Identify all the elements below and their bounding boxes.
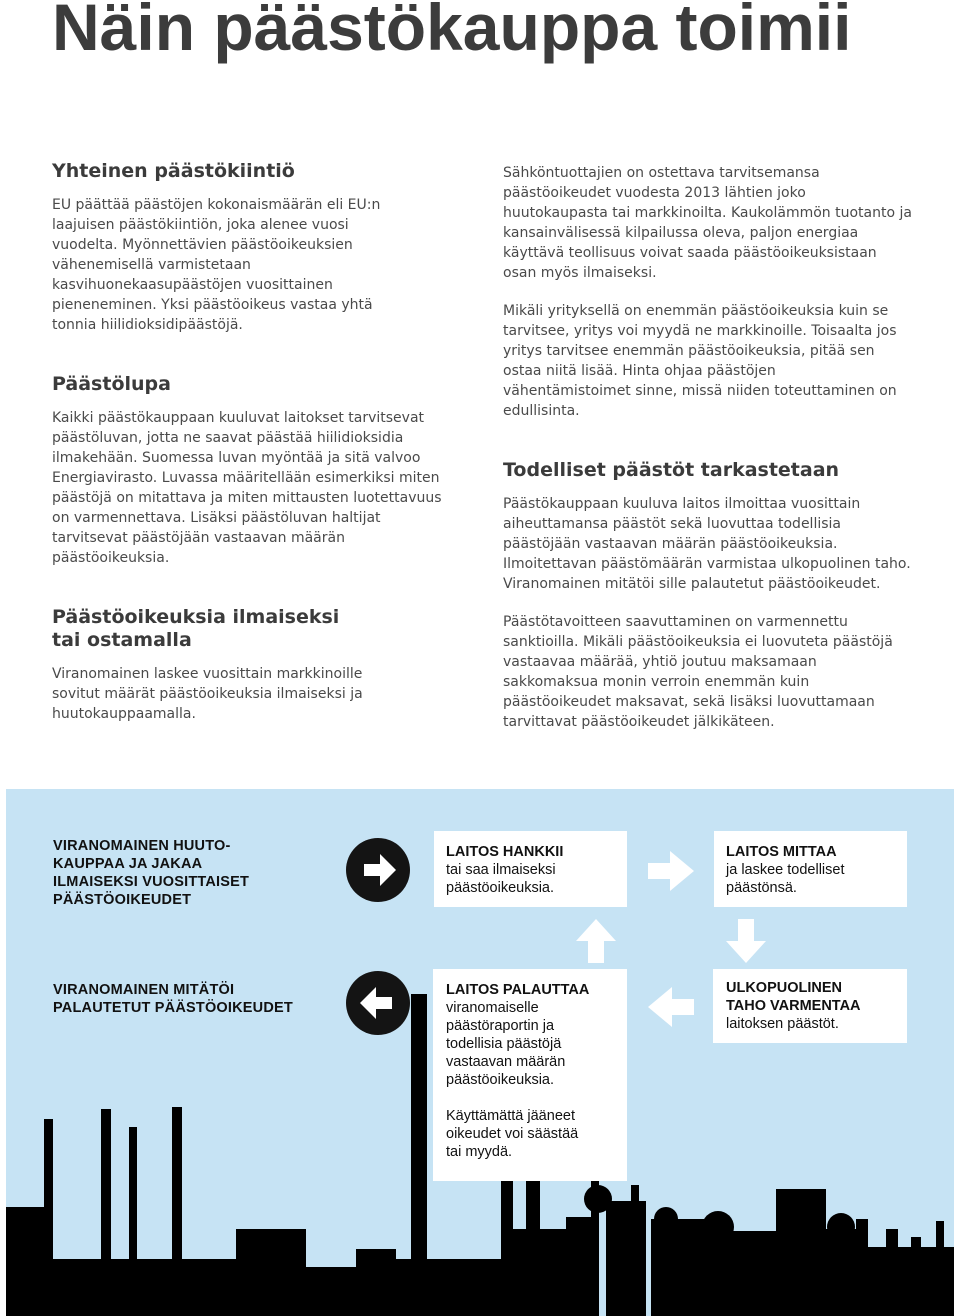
- section-text-quota: EU päättää päästöjen kokonaismäärän eli EU:n laajuisen päästökiintiön, joka alenee vuosi vuodelta. Myönnettävien päästöoikeuksien vähenemisellä varmistetaan kasvihuonekaasupäästöjen vuosittainen pieneneminen. Yksi päästöoikeus vastaa yhtä tonnia hiilidioksidipäästöjä.: [52, 197, 381, 333]
- step-return-box: [433, 969, 627, 1181]
- up-arrow-icon: [574, 917, 618, 965]
- step-verify-text: laitoksen päästöt.: [726, 1016, 839, 1032]
- left-arrow-icon: [646, 985, 696, 1029]
- paragraph-trading: Mikäli yrityksellä on enemmän päästöoikeuksia kuin se tarvitsee, yritys voi myydä ne markkinoille. Toisaalta jos yritys tarvitsee enemmän päästöoikeuksia, pitää sen ostaa niitä lisää. Hinta ohjaa päästöjen vähentämistoimet sinne, missä niiden toteuttaminen on edullisinta.: [503, 303, 897, 419]
- section-heading-quota: Yhteinen päästökiintiö: [52, 160, 295, 182]
- page-title: Näin päästökauppa toimii: [52, 0, 852, 64]
- left-arrow-icon: [346, 971, 410, 1035]
- step-acquire-box: [434, 831, 627, 907]
- step-verify-title: ULKOPUOLINEN TAHO VARMENTAA: [726, 980, 861, 1014]
- paragraph-electricity: Sähköntuottajien on ostettava tarvitsemansa päästöoikeudet vuodesta 2013 lähtien joko huutokaupasta tai markkinoilta. Kaukolämmön tuotanto ja kansainvälisessä kilpailussa oleva, paljon energiaa käyttävä teollisuus voivat saada päästöoikeuksistaan osan myös ilmaiseksi.: [503, 165, 912, 281]
- step-return-text: viranomaiselle päästöraportin ja todellisia päästöjä vastaavan määrän päästöoikeuksia.: [446, 1000, 566, 1088]
- step-measure-title: LAITOS MITTAA: [726, 844, 837, 860]
- section-text-permit: Kaikki päästökauppaan kuuluvat laitokset tarvitsevat päästöluvan, jotta ne saavat päästää hiilidioksidia ilmakehään. Suomessa luvan myöntää ja sitä valvoo Energiavirasto. Luvassa määritellään esimerkiksi miten päästöjä on mitattava ja miten mittausten luotettavuus on varmennettava. Lisäksi päästöluvan haltijat tarvitsevat päästöjään vastaavan määrän päästöoikeuksia.: [52, 410, 442, 566]
- down-arrow-icon: [724, 917, 768, 965]
- step-auction-label: VIRANOMAINEN HUUTO- KAUPPAA JA JAKAA ILMAISEKSI VUOSITTAISET PÄÄSTÖOIKEUDET: [53, 838, 250, 908]
- paragraph-reporting: Päästökauppaan kuuluva laitos ilmoittaa vuosittain aiheuttamansa päästöt sekä luovuttaa todellisia päästöjään vastaavan määrän päästöoikeuksia. Ilmoitettavan päästömäärän varmistaa ulkopuolinen taho. Viranomainen mitätöi sille palautetut päästöoikeudet.: [503, 496, 911, 592]
- section-heading-permit: Päästölupa: [52, 373, 171, 395]
- step-cancel-label: VIRANOMAINEN MITÄTÖI PALAUTETUT PÄÄSTÖOIKEUDET: [53, 982, 293, 1016]
- section-heading-verification: Todelliset päästöt tarkastetaan: [503, 459, 840, 481]
- section-heading-allowances: Päästöoikeuksia ilmaiseksi tai ostamalla: [52, 606, 340, 651]
- step-measure-text: ja laskee todelliset päästönsä.: [726, 862, 845, 896]
- section-text-allowances: Viranomainen laskee vuosittain markkinoille sovitut määrät päästöoikeuksia ilmaiseksi ja huutokauppaamalla.: [52, 666, 363, 722]
- paragraph-sanctions: Päästötavoitteen saavuttaminen on varmennettu sanktioilla. Mikäli päästöoikeuksia ei luovuteta päästöjä vastaavaa määrää, yhtiö joutuu maksamaan sakkomaksua monin verroin enemmän kuin päästöoikeudet maksavat, sekä lisäksi luovuttamaan tarvittavat päästöoikeudet jälkikäteen.: [503, 614, 893, 730]
- right-arrow-icon: [646, 849, 696, 893]
- step-return-title: LAITOS PALAUTTAA: [446, 982, 590, 998]
- right-arrow-icon: [346, 838, 410, 902]
- process-diagram: [6, 789, 954, 1316]
- right-column: [503, 163, 913, 732]
- step-verify-box: [713, 969, 907, 1043]
- step-measure-box: [714, 831, 907, 907]
- step-acquire-text: tai saa ilmaiseksi päästöoikeuksia.: [446, 862, 556, 896]
- step-acquire-title: LAITOS HANKKII: [446, 844, 564, 860]
- left-column: [52, 160, 472, 724]
- step-return-note: Käyttämättä jääneet oikeudet voi säästää tai myydä.: [446, 1108, 579, 1160]
